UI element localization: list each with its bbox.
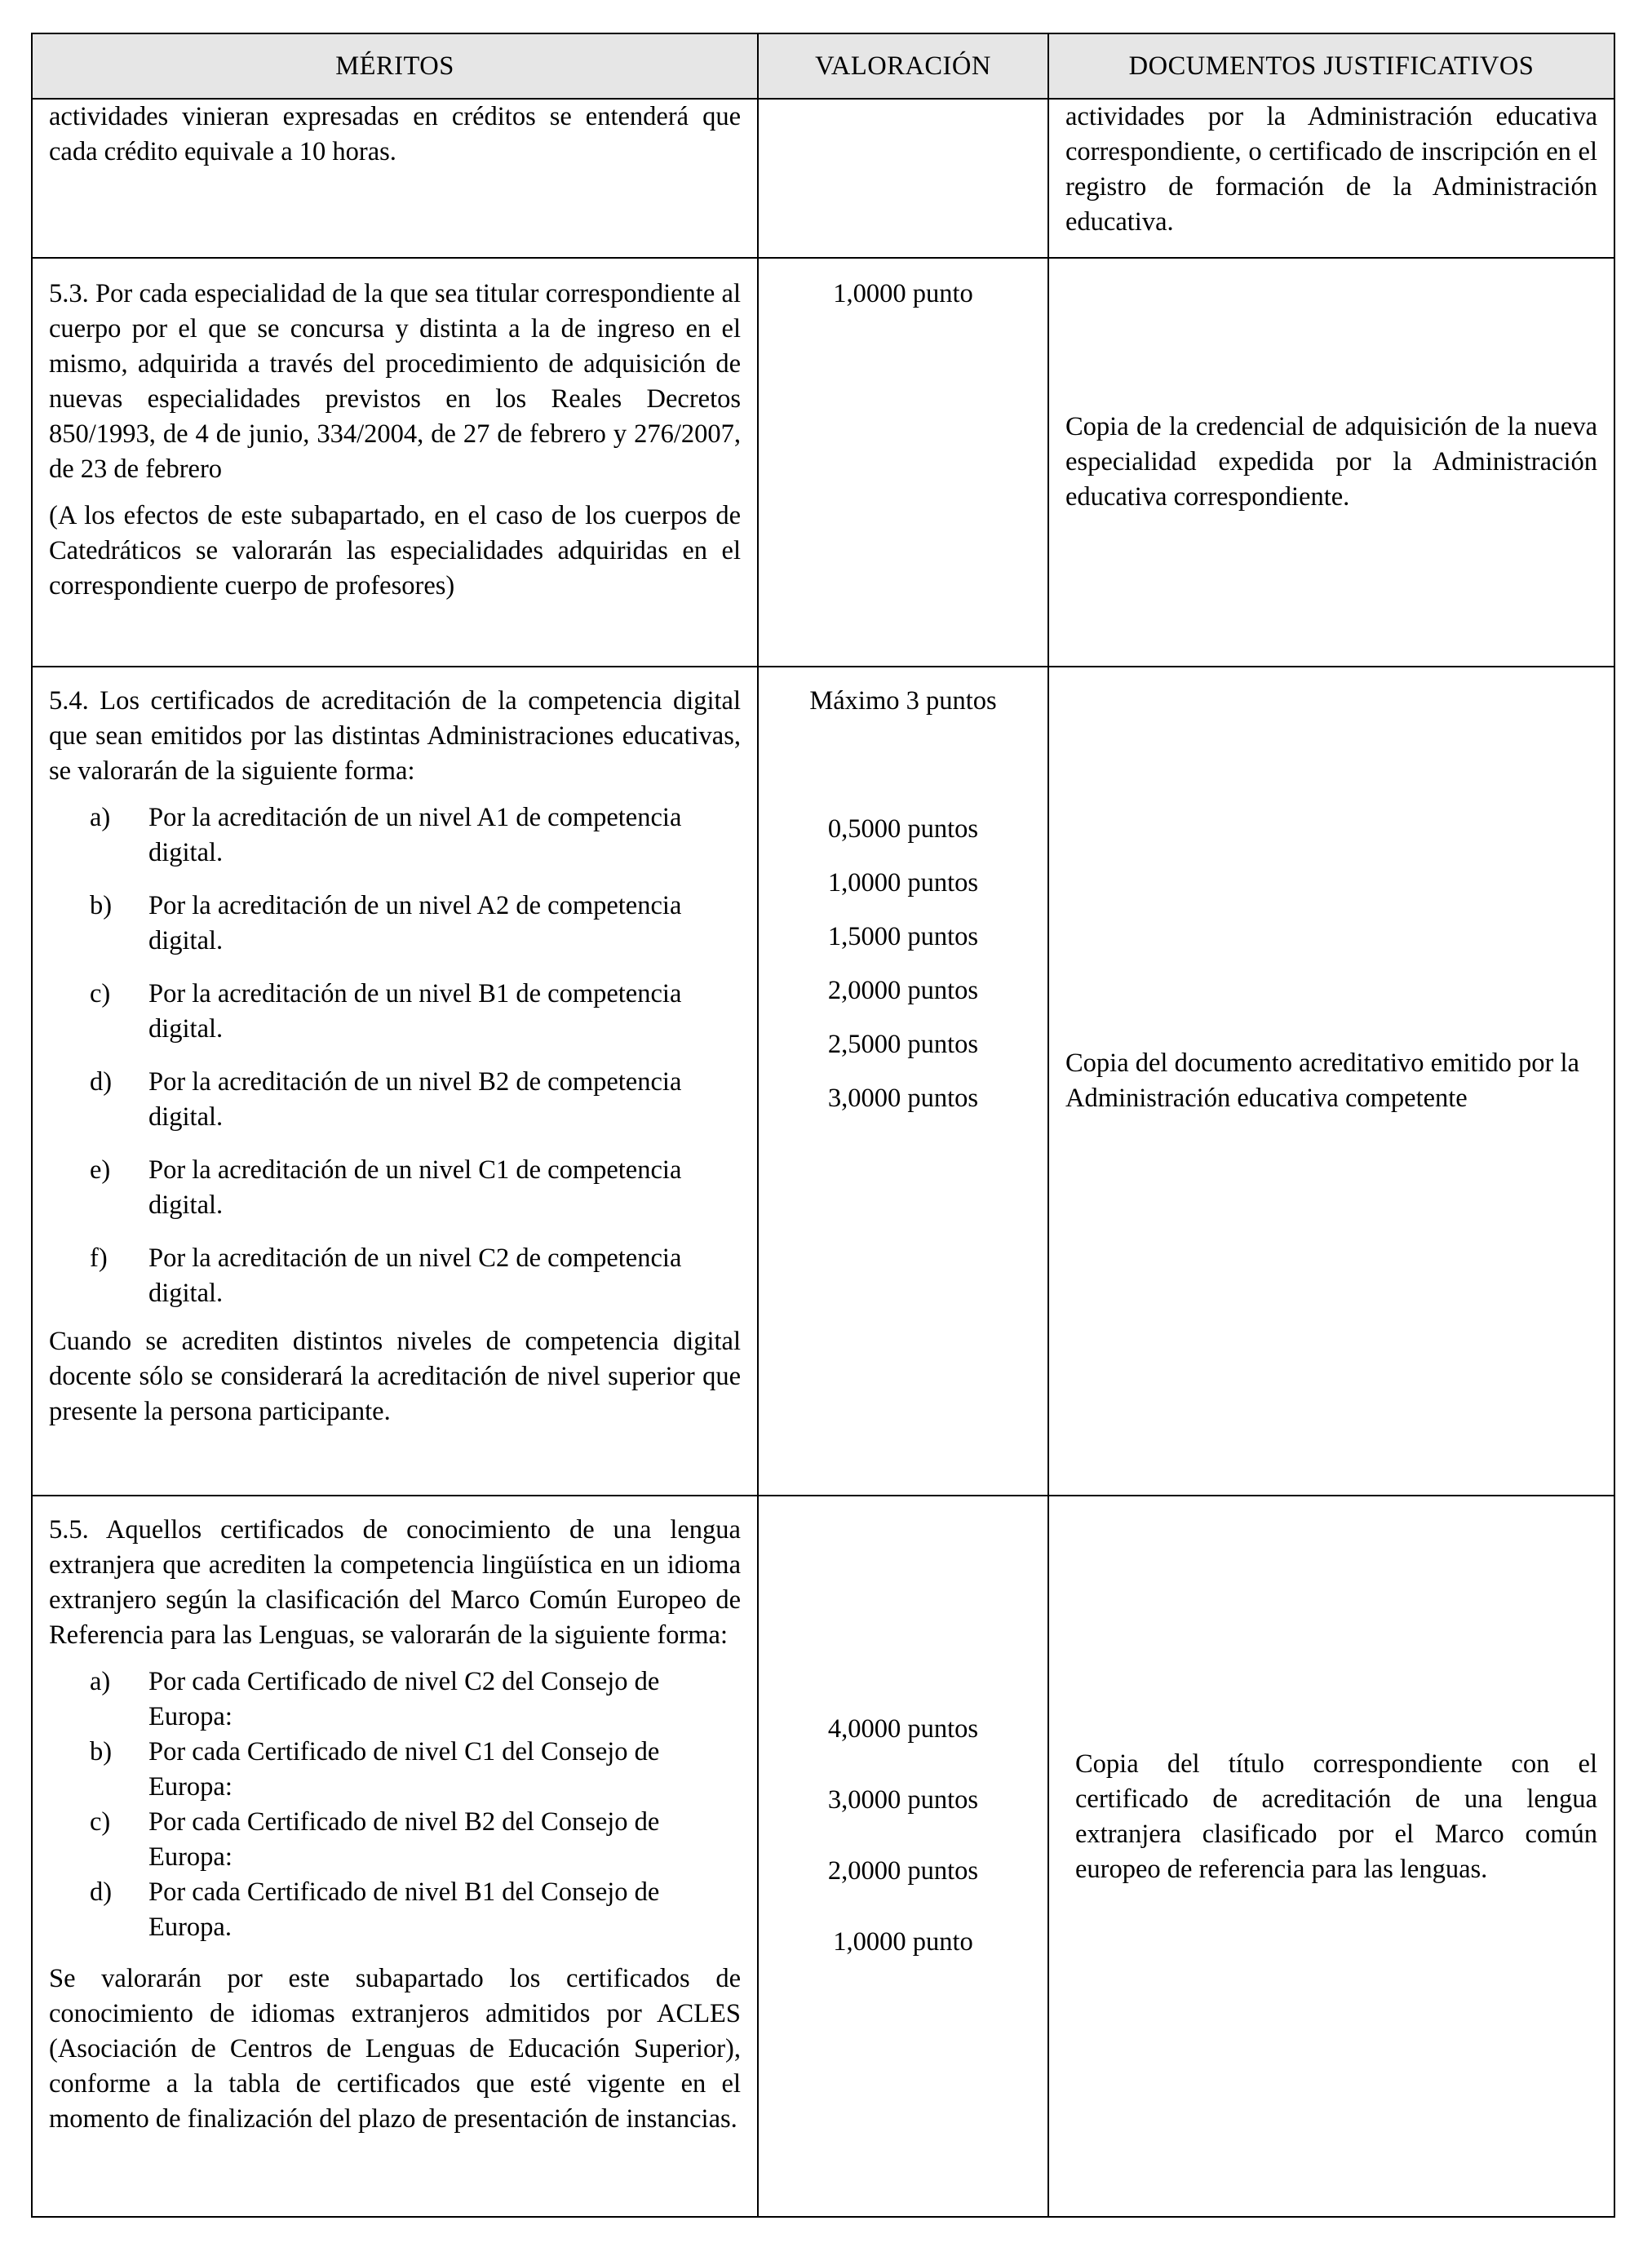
valoracion-5-4-d: 2,0000 puntos [827, 976, 979, 1005]
list-item: b) Por cada Certificado de nivel C1 del Consejo de Europa: [90, 1737, 660, 1802]
documento-5-3: Copia de la credencial de adquisición de la nueva especialidad expedida por la Administración educativa correspondiente. [1065, 412, 1597, 512]
list-item: d) Por la acreditación de un nivel B2 de competencia digital. [90, 1067, 682, 1132]
merito-cell [32, 99, 758, 258]
list-item: c) Por cada Certificado de nivel B2 del Consejo de Europa: [90, 1807, 660, 1872]
merito-5-3-note: (A los efectos de este subapartado, en el caso de los cuerpos de Catedráticos se valorarán las especialidades adquiridas en el correspondiente cuerpo de profesores) [49, 501, 741, 601]
table-row-5-3 [32, 258, 1614, 667]
documento-cell [1048, 99, 1614, 258]
merito-5-5-outro: Se valorarán por este subapartado los certificados de conocimiento de idiomas extranjeros admitidos por ACLES (Asociación de Centros de Lenguas de Educación Superior), conforme a la tabla de certificados que esté vigente en el momento de finalización del plazo de presentación de instancias. [49, 1964, 741, 2134]
list-item: b) Por la acreditación de un nivel A2 de competencia digital. [90, 891, 682, 955]
valoracion-cell [758, 1496, 1048, 2217]
documento-5-4: Copia del documento acreditativo emitido por la Administración educativa competente [1065, 1048, 1579, 1113]
header-row [32, 33, 1614, 99]
documento-cell [1048, 258, 1614, 667]
valoracion-5-3: 1,0000 punto [833, 279, 973, 308]
valoracion-5-4-b: 1,0000 puntos [827, 868, 979, 898]
valoracion-5-4-a: 0,5000 puntos [827, 814, 979, 844]
merito-cell [32, 1496, 758, 2217]
valoracion-5-5-d: 1,0000 punto [833, 1927, 973, 1957]
valoracion-5-4-f: 3,0000 puntos [827, 1084, 979, 1113]
table-row-5-5 [32, 1496, 1614, 2217]
valoracion-5-4-max: Máximo 3 puntos [809, 686, 997, 716]
page [31, 33, 1614, 2218]
documento-5-5: Copia del título correspondiente con el certificado de acreditación de una lengua extranjera clasificado por el Marco común europeo de referencia para las lenguas. [1075, 1749, 1597, 1884]
valoracion-5-5-a: 4,0000 puntos [827, 1714, 979, 1744]
documento-cell [1048, 1496, 1614, 2217]
merito-cell [32, 258, 758, 667]
documento-cell [1048, 667, 1614, 1496]
merito-5-5-intro: 5.5. Aquellos certificados de conocimiento de una lengua extranjera que acrediten la competencia lingüística en un idioma extranjero según la clasificación del Marco Común Europeo de Referencia para las Lenguas, se valorarán de la siguiente forma: [49, 1515, 741, 1650]
list-item: a) Por la acreditación de un nivel A1 de competencia digital. [90, 803, 682, 867]
valoracion-cell [758, 99, 1048, 258]
list-item: c) Por la acreditación de un nivel B1 de competencia digital. [90, 979, 682, 1044]
merito-text: actividades vinieran expresadas en créditos se entenderá que cada crédito equivale a 10 horas. [49, 102, 741, 166]
header-meritos: MÉRITOS [32, 33, 758, 99]
valoracion-5-5-c: 2,0000 puntos [827, 1856, 979, 1886]
table-row-continuation [32, 99, 1614, 258]
valoracion-5-5-b: 3,0000 puntos [827, 1785, 979, 1815]
valoracion-cell [758, 667, 1048, 1496]
valoracion-5-4-c: 1,5000 puntos [827, 922, 979, 951]
merito-5-4-intro: 5.4. Los certificados de acreditación de la competencia digital que sean emitidos por las distintas Administraciones educativas, se valorarán de la siguiente forma: [49, 686, 741, 786]
list-item: a) Por cada Certificado de nivel C2 del Consejo de Europa: [90, 1667, 660, 1731]
meritos-table [31, 33, 1615, 2218]
list-item: d) Por cada Certificado de nivel B1 del Consejo de Europa. [90, 1877, 660, 1942]
merito-cell [32, 667, 758, 1496]
documento-text: actividades por la Administración educativa correspondiente, o certificado de inscripción en el registro de formación de la Administración educativa. [1065, 102, 1597, 237]
header-documentos: DOCUMENTOS JUSTIFICATIVOS [1048, 33, 1614, 99]
list-item: f) Por la acreditación de un nivel C2 de competencia digital. [90, 1243, 682, 1308]
list-item: e) Por la acreditación de un nivel C1 de competencia digital. [90, 1155, 682, 1220]
merito-5-4-outro: Cuando se acrediten distintos niveles de competencia digital docente sólo se considerará la acreditación de nivel superior que presente la persona participante. [49, 1327, 741, 1426]
table-row-5-4 [32, 667, 1614, 1496]
valoracion-cell [758, 258, 1048, 667]
valoracion-5-4-e: 2,5000 puntos [827, 1030, 979, 1059]
header-valoracion: VALORACIÓN [758, 33, 1048, 99]
merito-5-3-text: 5.3. Por cada especialidad de la que sea titular correspondiente al cuerpo por el que se concursa y distinta a la de ingreso en el mismo, adquirida a través del procedimiento de adquisición de nuevas especialidades previstos en los Reales Decretos 850/1993, de 4 de junio, 334/2004, de 27 de febrero y 276/2007, de 23 de febrero [49, 279, 741, 484]
